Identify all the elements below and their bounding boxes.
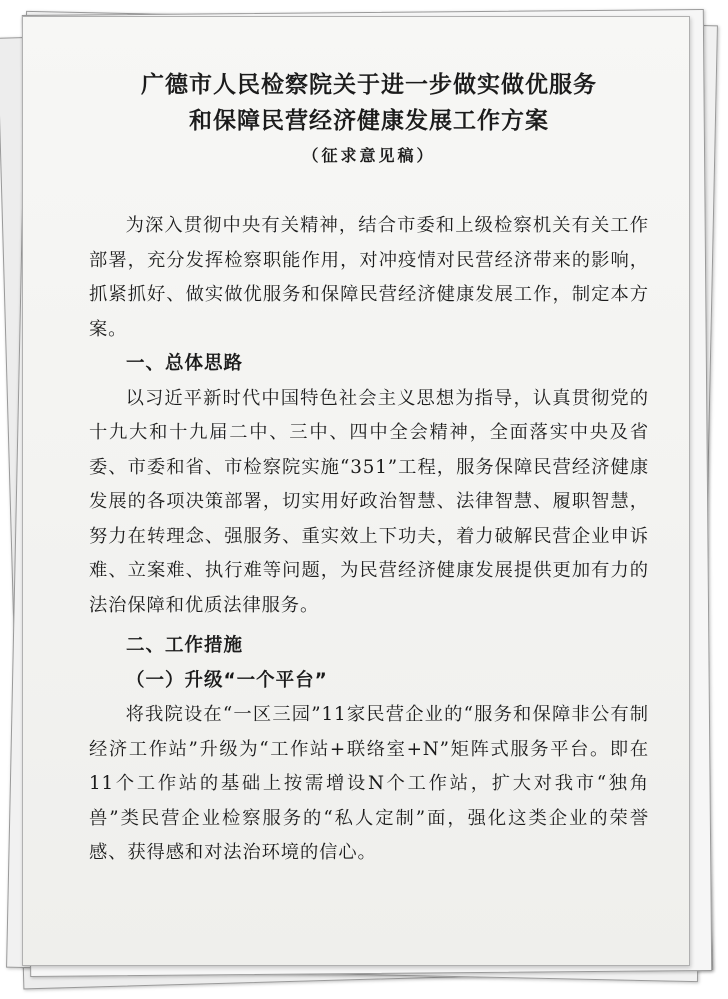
document-title — [89, 67, 649, 139]
subsection-1-heading: （一）升级“一个平台” — [126, 669, 328, 691]
section-1-paragraph: 以习近平新时代中国特色社会主义思想为指导，认真贯彻党的十九大和十九届二中、三中、四中全会精神，全面落实中央及省委、市委和省、市检察院实施“351”工程，服务保障民营经济健康发展的各项决策部署，切实用好政治智慧、法律智慧、履职智慧，努力在转理念、强服务、重实效上下功夫，着力破解民营企业申诉难、立案难、执行难等问题，为民营经济健康发展提供更加有力的法治保障和优质法律服务。 — [89, 387, 649, 616]
document-body — [89, 67, 649, 871]
document-subtitle: （征求意见稿） — [302, 146, 436, 165]
title-line-2: 和保障民营经济健康发展工作方案 — [189, 108, 549, 134]
document-page — [22, 16, 690, 966]
title-line-1: 广德市人民检察院关于进一步做实做优服务 — [141, 72, 597, 98]
section-2-heading: 二、工作措施 — [126, 635, 244, 656]
section-1-heading: 一、总体思路 — [126, 353, 244, 374]
subsection-1-paragraph: 将我院设在“一区三园”11家民营企业的“服务和保障非公有制经济工作站”升级为“工作站+联络室+N”矩阵式服务平台。即在11个工作站的基础上按需增设N个工作站，扩大对我市“独角兽”类民营企业检察服务的“私人定制”面，强化这类企业的荣誉感、获得感和对法治环境的信心。 — [89, 704, 649, 863]
intro-paragraph: 为深入贯彻中央有关精神，结合市委和上级检察机关有关工作部署，充分发挥检察职能作用，对冲疫情对民营经济带来的影响，抓紧抓好、做实做优服务和保障民营经济健康发展工作，制定本方案。 — [89, 215, 649, 340]
